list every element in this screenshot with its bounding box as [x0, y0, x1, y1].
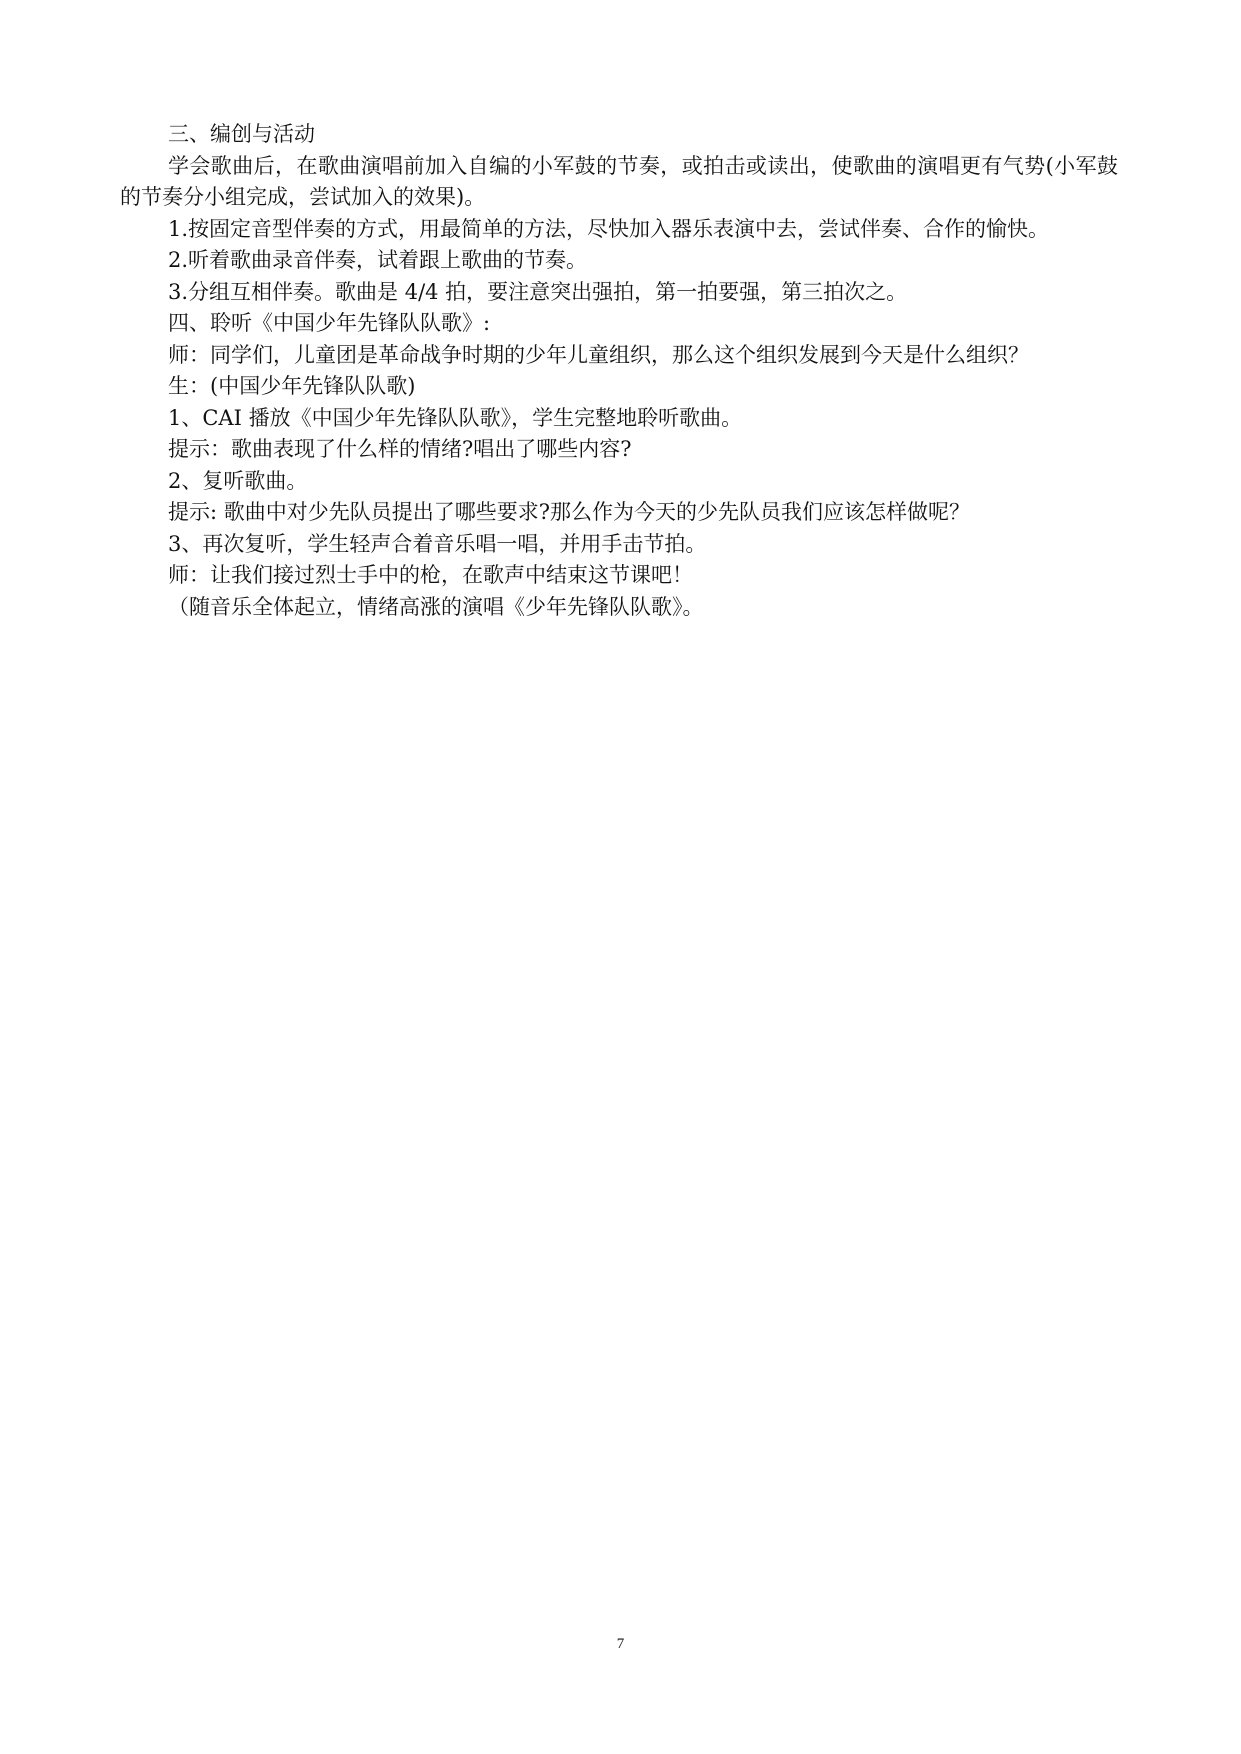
page-number: 7: [616, 1636, 625, 1652]
paragraph: 提示：歌曲表现了什么样的情绪?唱出了哪些内容?: [168, 437, 632, 461]
paragraph: 学会歌曲后，在歌曲演唱前加入自编的小军鼓的节奏，或拍击或读出，使歌曲的演唱更有气势(小军鼓的节奏分小组完成，尝试加入的效果)。: [120, 153, 1118, 209]
section-heading-listening: 四、聆听《中国少年先锋队队歌》:: [168, 311, 491, 335]
list-item: 1.按固定音型伴奏的方式，用最简单的方法，尽快加入器乐表演中去，尝试伴奏、合作的愉快。: [168, 216, 1050, 241]
list-item: 3.分组互相伴奏。歌曲是 4/4 拍，要注意突出强拍，第一拍要强，第三拍次之。: [168, 279, 908, 304]
list-item: 1、CAI 播放《中国少年先锋队队歌》，学生完整地聆听歌曲。: [168, 405, 743, 430]
paragraph: 生：(中国少年先锋队队歌): [168, 374, 416, 398]
paragraph: 师：同学们，儿童团是革命战争时期的少年儿童组织，那么这个组织发展到今天是什么组织？: [168, 342, 1029, 367]
list-item: 3、再次复听，学生轻声合着音乐唱一唱，并用手击节拍。: [168, 531, 707, 556]
paragraph: （随音乐全体起立，情绪高涨的演唱《少年先锋队队歌》。: [168, 594, 704, 619]
paragraph: 师：让我们接过烈士手中的枪，在歌声中结束这节课吧！: [168, 563, 693, 587]
document-body: [120, 119, 1118, 623]
paragraph: 提示: 歌曲中对少先队员提出了哪些要求?那么作为今天的少先队员我们应该怎样做呢？: [168, 500, 971, 524]
section-heading-creation: 三、编创与活动: [168, 122, 315, 146]
list-item: 2、复听歌曲。: [168, 468, 308, 493]
list-item: 2.听着歌曲录音伴奏，试着跟上歌曲的节奏。: [168, 248, 588, 272]
